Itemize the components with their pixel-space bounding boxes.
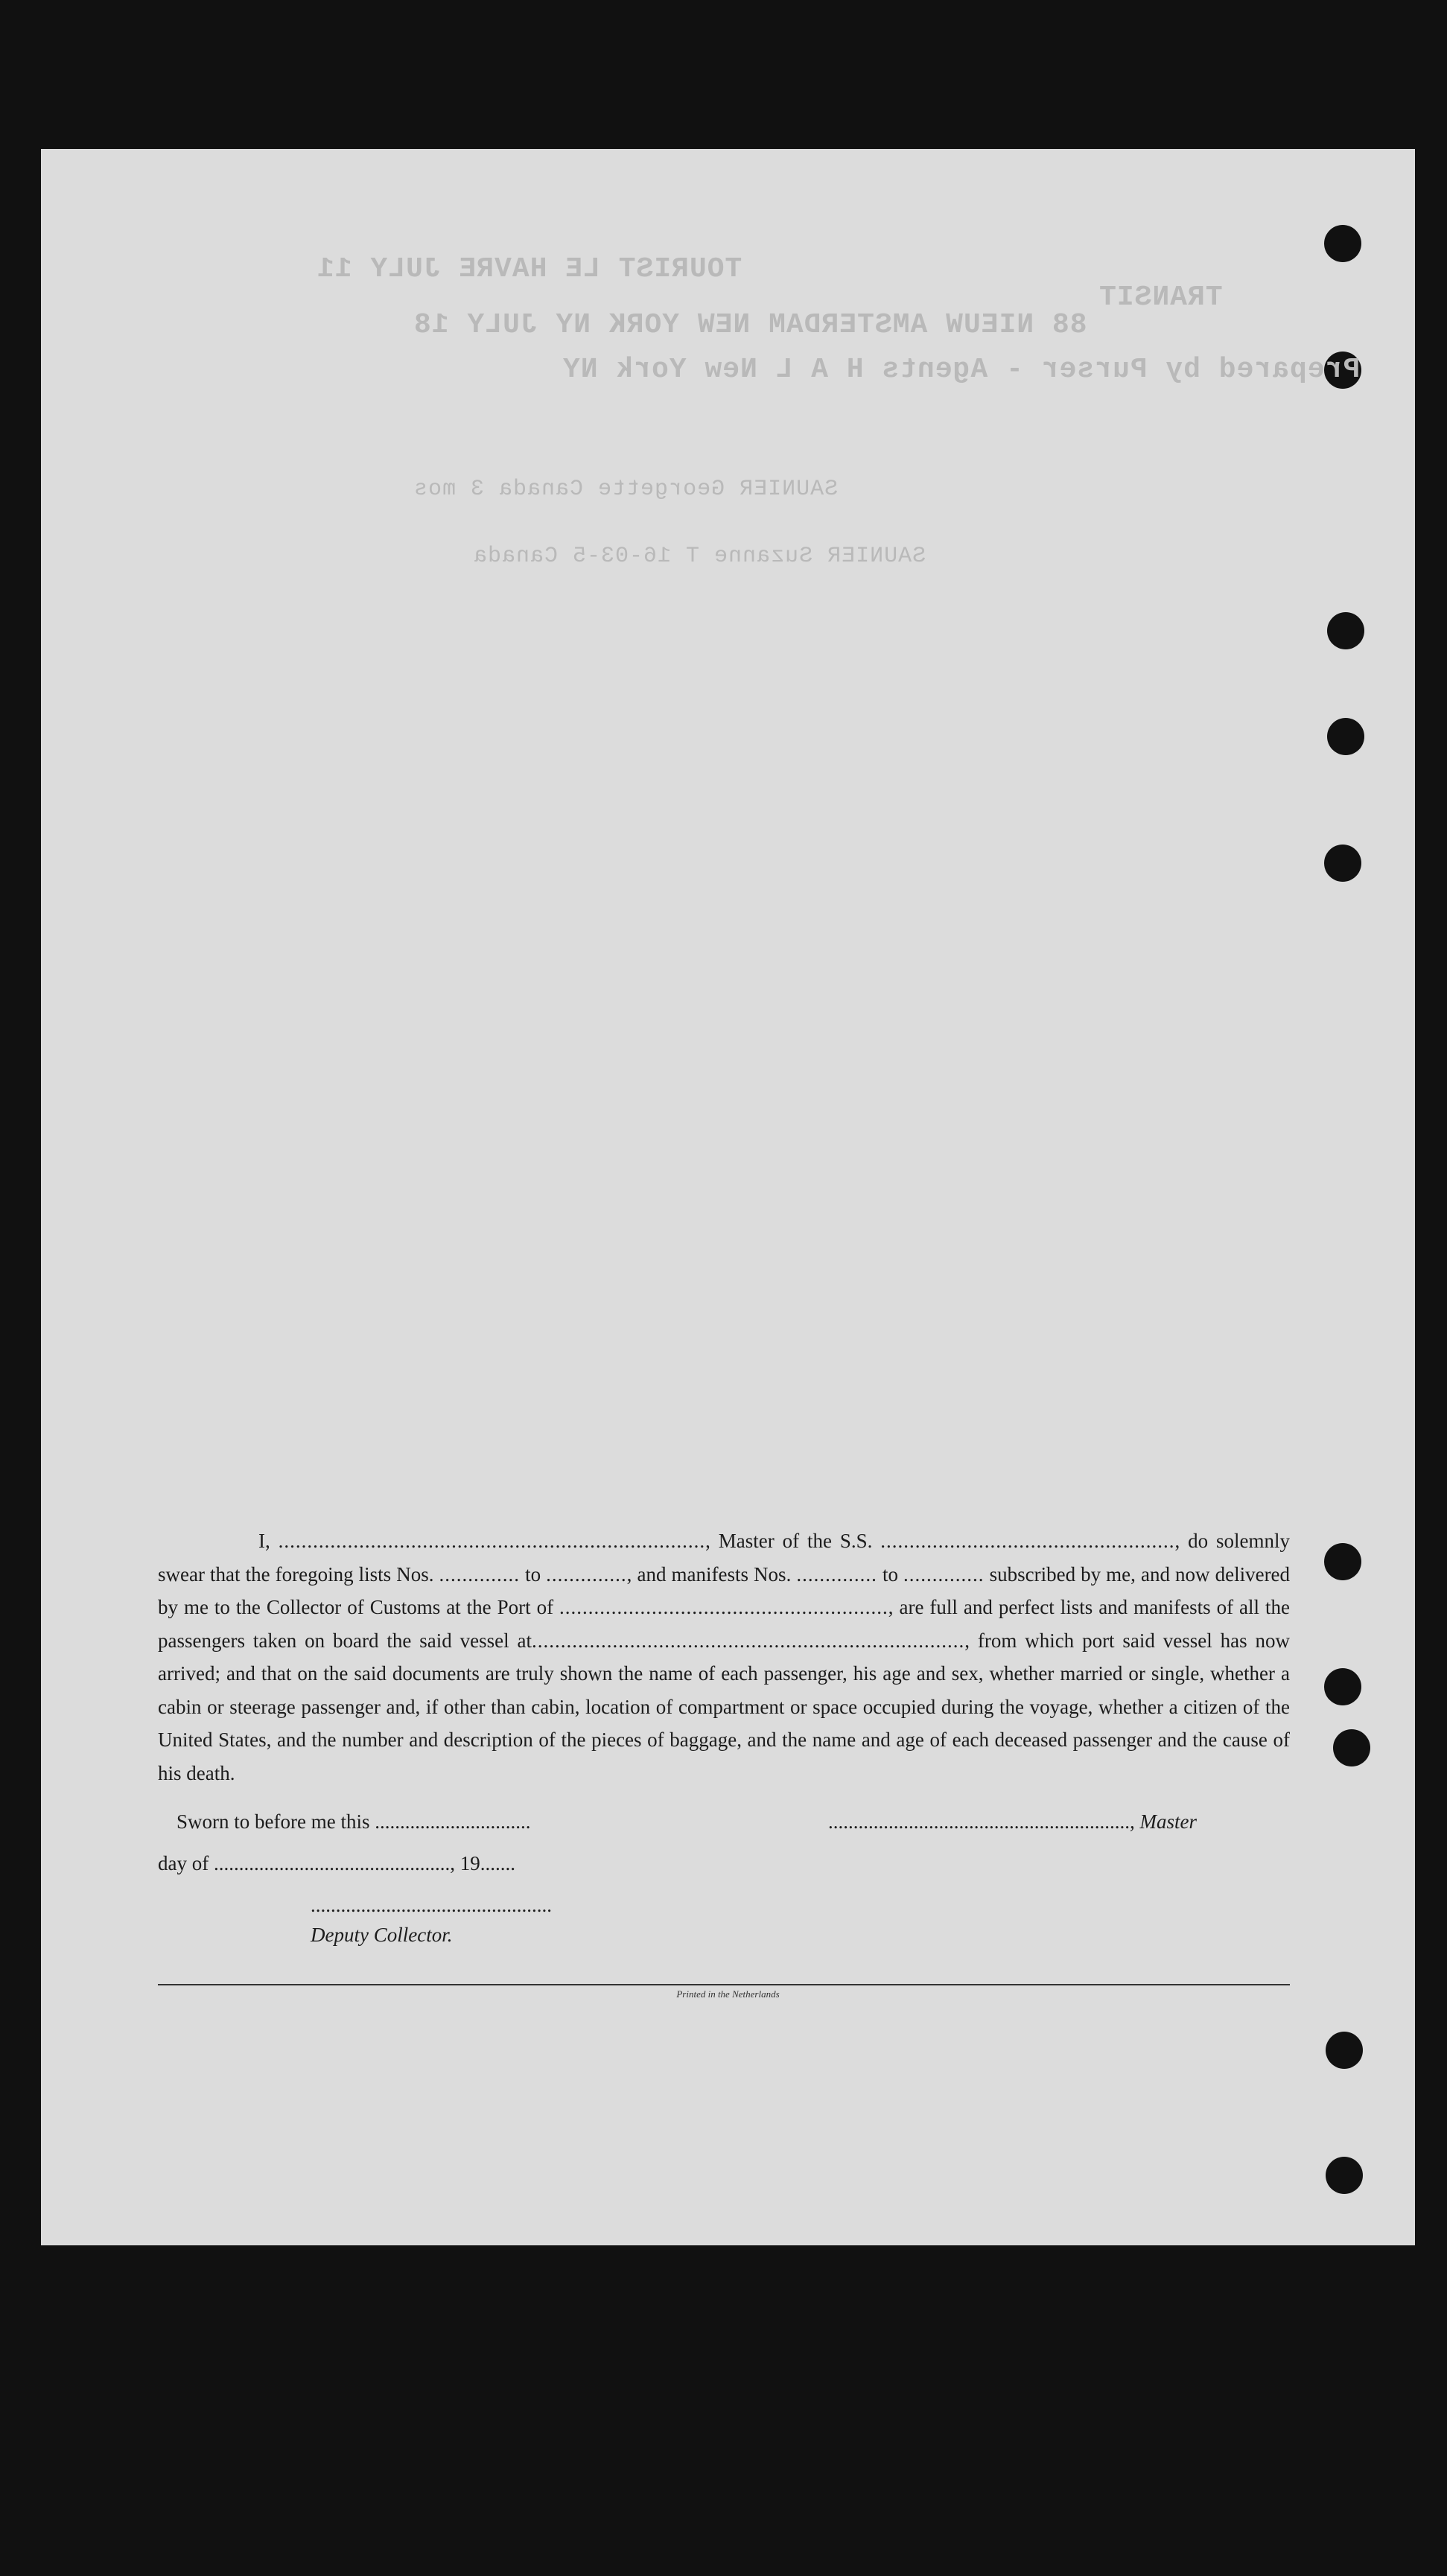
punch-hole (1326, 2157, 1363, 2194)
blank-line: ........................................................................... (531, 1629, 965, 1652)
punch-hole (1333, 1729, 1370, 1766)
punch-hole (1324, 1543, 1361, 1580)
blank-line: ............................................... (213, 1852, 451, 1874)
master-signature-line: ............................................................, Master (828, 1810, 1197, 1833)
punch-hole (1327, 612, 1364, 649)
blank-line: .............. (546, 1562, 627, 1586)
printer-credit: Printed in the Netherlands (676, 1988, 780, 2000)
blank-line: ................................................... (880, 1530, 1175, 1552)
blank-line: ....... (480, 1852, 515, 1874)
manifest-page (41, 149, 1415, 2245)
oath-text: port said vessel has now arrived; and that on the said documents are truly shown the name of each passenger, his age and sex, whether married or single, whether a cabin or steerage passenger and, if other than cabin, location of compartment or space occupied during the voyage, whether a citizen of the United States, and the number and description of the pieces of baggage, and the name and age of each deceased passenger and the cause of his death. (158, 1629, 1291, 1784)
oath-text: , Master of the S.S. (705, 1530, 873, 1552)
ghost-text-row: SAUNIER Suzanne T 16-03-5 Canada (473, 544, 926, 569)
punch-hole (1326, 2032, 1363, 2069)
ghost-text-row: SAUNIER Georgette Canada 3 mos (413, 477, 839, 502)
blank-line: .............. (796, 1562, 877, 1586)
punch-hole (1327, 718, 1364, 755)
oath-text: swear that the foregoing lists Nos. (158, 1562, 434, 1586)
day-of-label: day of (158, 1852, 209, 1874)
oath-paragraph (158, 1524, 1290, 1790)
oath-text: to (525, 1562, 541, 1586)
oath-text: , and manifests Nos. (626, 1562, 792, 1586)
sworn-label: Sworn to before me this (176, 1810, 370, 1833)
oath-text: manifests of all the passengers taken on board the said vessel at (158, 1596, 1290, 1652)
blank-line: .......................................................................... (278, 1530, 706, 1552)
punch-hole (1324, 1668, 1361, 1705)
collector-signature-line: ................................................ (311, 1894, 552, 1916)
oath-text: subscribed by me, and now (989, 1562, 1210, 1586)
oath-text: to (882, 1562, 898, 1586)
ghost-text-line: 88 NIEUW AMSTERDAM NEW YORK NY JULY 18 (413, 309, 1087, 341)
oath-text: delivered by me to the Collector of Customs at the Port of (158, 1562, 1291, 1618)
blank-line: .............. (903, 1562, 985, 1586)
divider (158, 1984, 1290, 1985)
blank-line: .............. (439, 1562, 521, 1586)
sworn-block (158, 1801, 1290, 1926)
blank-line: ............................... (375, 1810, 531, 1833)
ghost-text-line: TOURIST LE HAVRE JULY 11 (317, 253, 742, 285)
oath-text: , from which (964, 1629, 1075, 1652)
year-prefix: , 19 (450, 1852, 480, 1874)
oath-text: I, (258, 1530, 270, 1552)
master-label: , Master (1130, 1810, 1197, 1833)
ghost-text-line: TRANSIT (1098, 282, 1223, 314)
ghost-text-line: Prepared by Purser - Agents H A L New York NY (562, 354, 1361, 386)
oath-text: , do solemnly (1174, 1530, 1291, 1552)
punch-hole (1324, 845, 1361, 882)
blank-line: ......................................................... (559, 1596, 888, 1618)
deputy-collector-label: Deputy Collector. (311, 1924, 453, 1946)
punch-hole (1324, 225, 1361, 262)
oath-text: , are full and perfect lists and (888, 1596, 1128, 1618)
